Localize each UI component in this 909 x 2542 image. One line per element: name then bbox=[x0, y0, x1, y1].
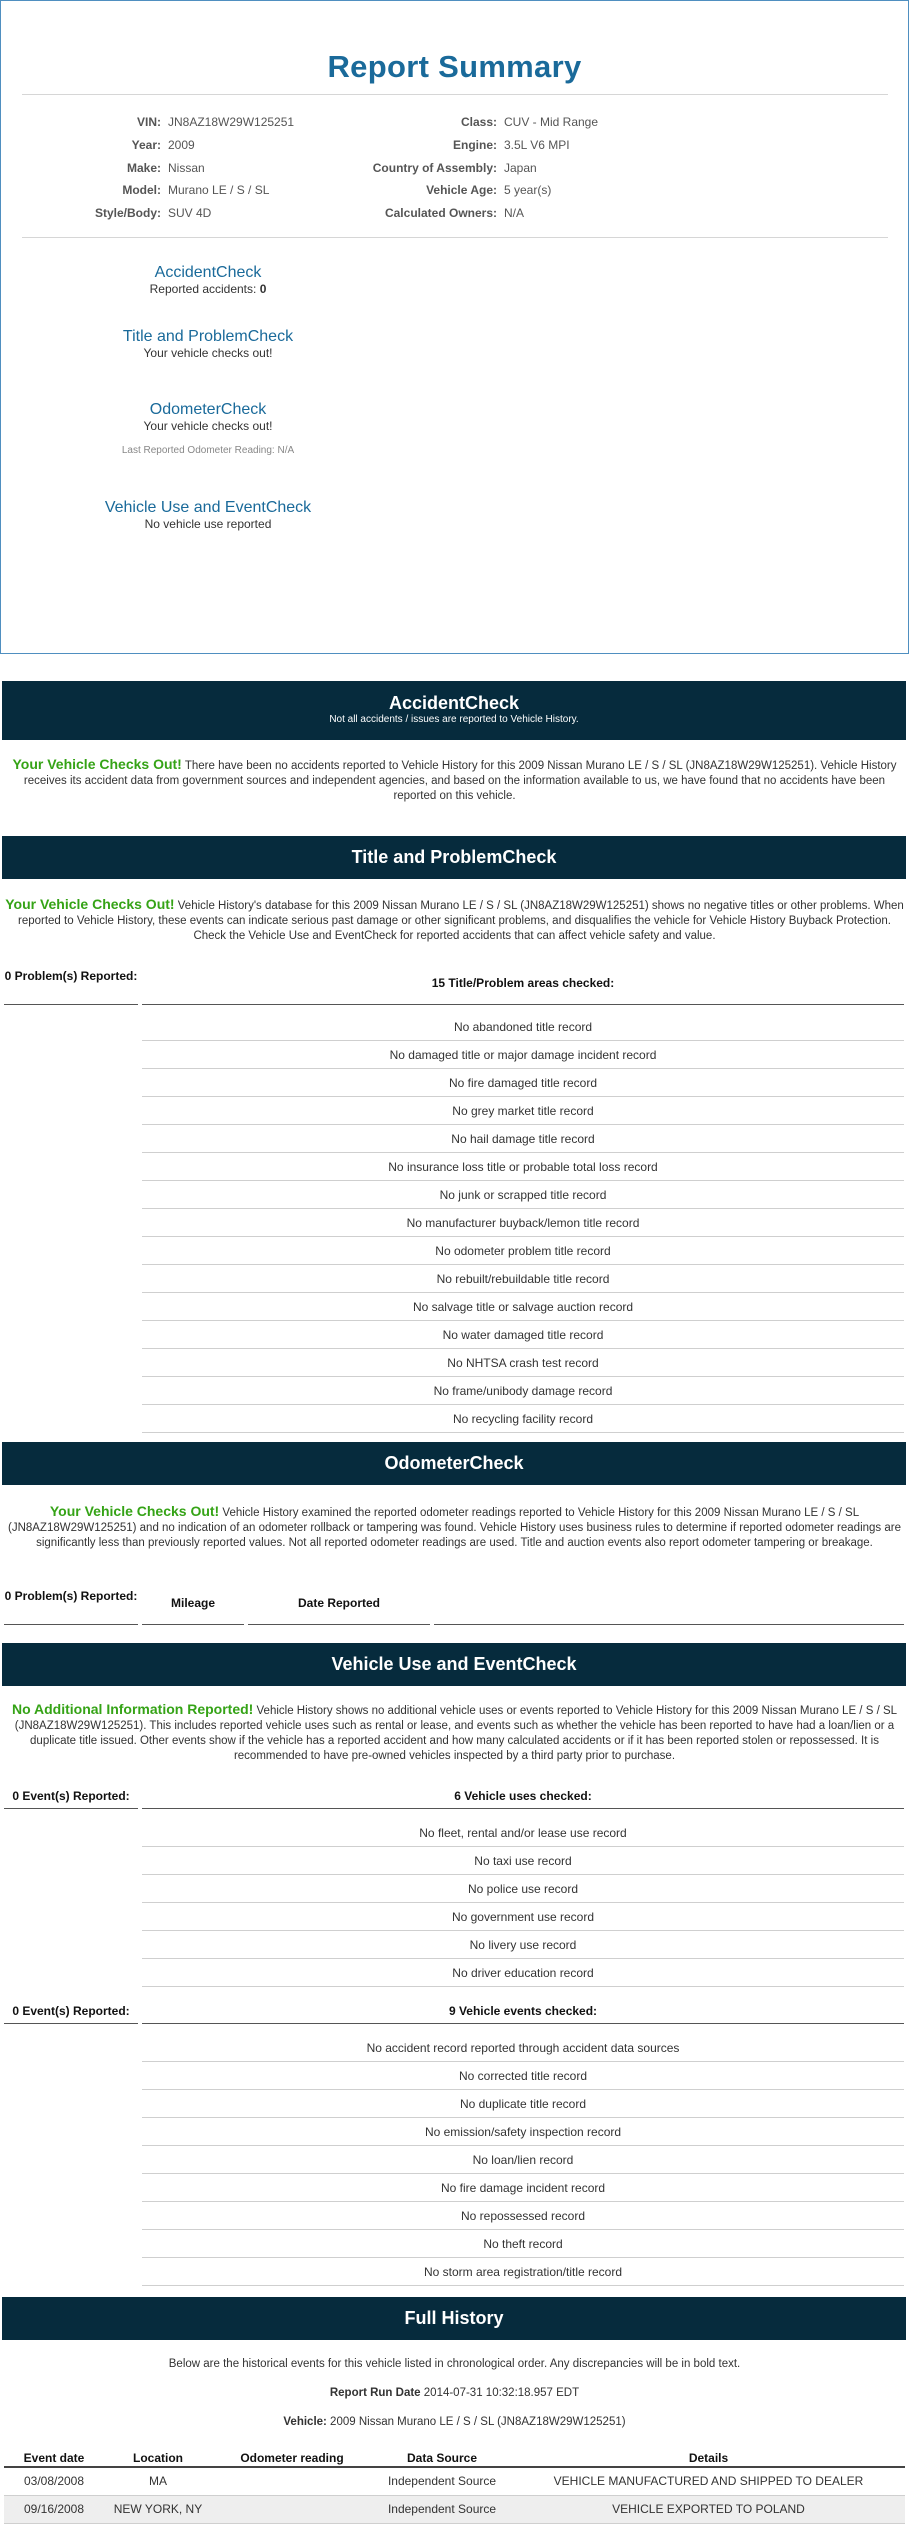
report-summary-title: Report Summary bbox=[327, 49, 582, 84]
col-odometer: Odometer reading bbox=[212, 2449, 372, 2467]
year-row: Year: 2009 bbox=[131, 138, 195, 152]
title-problems-reported: 0 Problem(s) Reported: bbox=[4, 969, 138, 983]
list-item: No fleet, rental and/or lease use record bbox=[419, 1826, 627, 1840]
style-body-row: Style/Body: SUV 4D bbox=[94, 206, 212, 220]
list-item: No taxi use record bbox=[474, 1854, 572, 1868]
list-item: No theft record bbox=[483, 2237, 563, 2251]
class-row: Class: CUV - Mid Range bbox=[460, 115, 599, 129]
list-item: No junk or scrapped title record bbox=[439, 1188, 607, 1202]
list-item: No abandoned title record bbox=[453, 1020, 593, 1034]
full-history-header: Full History bbox=[2, 2297, 906, 2340]
odometer-check-header: OdometerCheck bbox=[2, 1442, 906, 1485]
mileage-column: Mileage bbox=[170, 1596, 215, 1610]
summary-accident-check[interactable]: AccidentCheck Reported accidents: 0 bbox=[83, 263, 333, 297]
list-item: No loan/lien record bbox=[472, 2153, 574, 2167]
list-item: No NHTSA crash test record bbox=[447, 1356, 599, 1370]
list-item: No manufacturer buyback/lemon title record bbox=[406, 1216, 640, 1230]
list-item: No hail damage title record bbox=[451, 1132, 595, 1146]
list-item: No insurance loss title or probable total loss record bbox=[388, 1160, 658, 1174]
list-item: No driver education record bbox=[452, 1966, 594, 1980]
use-check-header: Vehicle Use and EventCheck bbox=[2, 1643, 906, 1686]
list-item: No salvage title or salvage auction record bbox=[412, 1300, 634, 1314]
list-item: No grey market title record bbox=[452, 1104, 594, 1118]
col-details: Details bbox=[512, 2449, 905, 2467]
owners-row: Calculated Owners: N/A bbox=[384, 206, 525, 220]
odometer-problems-reported: 0 Problem(s) Reported: bbox=[4, 1589, 138, 1603]
list-item: No fire damage incident record bbox=[440, 2181, 606, 2195]
events-reported: 0 Event(s) Reported: bbox=[12, 2004, 130, 2018]
use-check-text: No Additional Information Reported! Vehicle History shows no additional vehicle uses or events reported to Vehicle History for this 2009 Nissan Murano LE / S / SL (JN8AZ18W29W125251). This includes reported vehicle uses such as rental or lease, and events such as whether the vehicle has been reported to have had a loan/lien or a duplicate title issued. Other events show if the vehicle has a reported accident and how many calculated accidents or if it has been reported stolen or repossessed. It is recommended to have pre-owned vehicles inspected by a third party prior to purchase. bbox=[11, 1701, 898, 1762]
title-check-header: Title and ProblemCheck bbox=[2, 836, 906, 879]
list-item: No odometer problem title record bbox=[435, 1244, 611, 1258]
history-table-header bbox=[4, 2449, 905, 2467]
summary-accident-check-link[interactable]: AccidentCheck bbox=[154, 264, 262, 281]
reported-accidents-count: 0 bbox=[259, 282, 267, 296]
accident-check-header: AccidentCheck Not all accidents / issues are reported to Vehicle History. bbox=[2, 681, 906, 740]
list-item: No frame/unibody damage record bbox=[433, 1384, 613, 1398]
summary-odometer-check-link[interactable]: OdometerCheck bbox=[149, 401, 267, 418]
details-divider bbox=[22, 237, 888, 238]
make-row: Make: Nissan bbox=[126, 161, 205, 175]
uses-checked: 6 Vehicle uses checked: bbox=[454, 1789, 592, 1803]
list-item: No repossessed record bbox=[460, 2209, 586, 2223]
history-vehicle: Vehicle: 2009 Nissan Murano LE / S / SL (JN8AZ18W29W125251) bbox=[283, 2416, 626, 2428]
date-reported-column: Date Reported bbox=[297, 1596, 380, 1610]
events-checked: 9 Vehicle events checked: bbox=[448, 2004, 598, 2018]
list-item: No police use record bbox=[467, 1882, 579, 1896]
history-intro: Below are the historical events for this vehicle listed in chronological order. Any discrepancies will be in bold text. bbox=[168, 2358, 741, 2370]
list-item: No corrected title record bbox=[458, 2069, 588, 2083]
list-item: No recycling facility record bbox=[452, 1412, 594, 1426]
vin-row: VIN: JN8AZ18W29W125251 bbox=[137, 115, 295, 129]
table-row: 09/16/2008 NEW YORK, NY Independent Source VEHICLE EXPORTED TO POLAND bbox=[4, 2495, 905, 2523]
last-odometer-reading: Last Reported Odometer Reading: N/A bbox=[121, 445, 295, 456]
col-location: Location bbox=[104, 2449, 212, 2467]
report-run-date: Report Run Date 2014-07-31 10:32:18.957 EDT bbox=[329, 2387, 580, 2399]
vehicle-age-row: Vehicle Age: 5 year(s) bbox=[426, 183, 552, 197]
history-table bbox=[4, 2449, 905, 2524]
title-divider bbox=[22, 94, 888, 95]
list-item: No storm area registration/title record bbox=[423, 2265, 623, 2279]
col-data-source: Data Source bbox=[372, 2449, 512, 2467]
country-row: Country of Assembly: Japan bbox=[372, 161, 537, 175]
list-item: No damaged title or major damage incident record bbox=[389, 1048, 657, 1062]
summary-odometer-check[interactable]: OdometerCheck Your vehicle checks out! Last Reported Odometer Reading: N/A bbox=[83, 400, 333, 458]
odometer-check-text: Your Vehicle Checks Out! Vehicle History examined the reported odometer readings reported to Vehicle History for this 2009 Nissan Murano LE / S / SL (JN8AZ18W29W125251) and no indication of an odometer rollback or tampering was found. Vehicle History uses business rules to determine if reported odometer readings are significantly less than previously reported values. Not all reported odometer readings are used. Title and auction events also report odometer tampering or breakage. bbox=[7, 1503, 901, 1549]
summary-use-check-link[interactable]: Vehicle Use and EventCheck bbox=[104, 499, 312, 516]
list-item: No livery use record bbox=[469, 1938, 577, 1952]
list-item: No duplicate title record bbox=[459, 2097, 587, 2111]
summary-title-check-link[interactable]: Title and ProblemCheck bbox=[122, 328, 294, 345]
model-row: Model: Murano LE / S / SL bbox=[122, 183, 270, 197]
col-event-date: Event date bbox=[4, 2449, 104, 2467]
list-item: No government use record bbox=[451, 1910, 595, 1924]
report-summary-panel bbox=[0, 0, 909, 654]
summary-use-check[interactable]: Vehicle Use and EventCheck No vehicle use reported bbox=[83, 498, 333, 532]
list-item: No rebuilt/rebuildable title record bbox=[436, 1272, 610, 1286]
list-item: No water damaged title record bbox=[442, 1328, 604, 1342]
list-item: No emission/safety inspection record bbox=[424, 2125, 622, 2139]
title-areas-checked: 15 Title/Problem areas checked: bbox=[431, 976, 615, 990]
uses-events-reported: 0 Event(s) Reported: bbox=[12, 1789, 130, 1803]
vin-value: JN8AZ18W29W125251 bbox=[168, 115, 295, 129]
list-item: No fire damaged title record bbox=[448, 1076, 598, 1090]
engine-row: Engine: 3.5L V6 MPI bbox=[453, 138, 570, 152]
list-item: No accident record reported through accident data sources bbox=[366, 2041, 680, 2055]
summary-title-check[interactable]: Title and ProblemCheck Your vehicle checks out! bbox=[83, 327, 333, 361]
accident-check-text: Your Vehicle Checks Out! There have been no accidents reported to Vehicle History for this 2009 Nissan Murano LE / S / SL (JN8AZ18W29W125251). Vehicle History receives its accident data from government sources and independent agencies, and based on the information available to us, we have found that no accidents have been reported on this vehicle. bbox=[12, 756, 897, 802]
title-check-text: Your Vehicle Checks Out! Vehicle History's database for this 2009 Nissan Murano LE / S / SL (JN8AZ18W29W125251) shows no negative titles or other problems. When reported to Vehicle History, these events can indicate serious past damage or other significant problems, and disqualifies the vehicle for Vehicle History Buyback Protection. Check the Vehicle Use and EventCheck for reported accidents that can affect vehicle safety and value. bbox=[5, 896, 904, 942]
table-row: 03/08/2008 MA Independent Source VEHICLE MANUFACTURED AND SHIPPED TO DEALER bbox=[4, 2467, 905, 2495]
